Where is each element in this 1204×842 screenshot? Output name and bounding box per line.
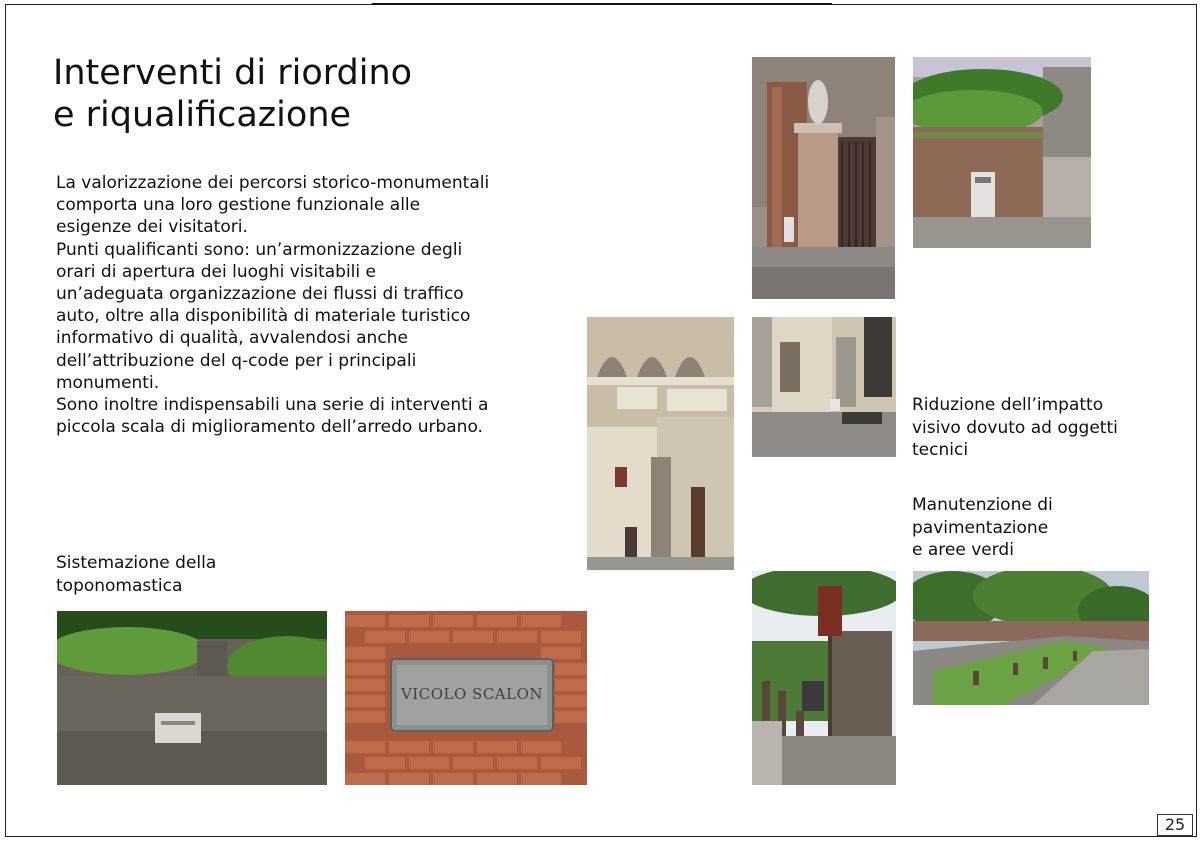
caption-impatto-visivo: Riduzione dell’impatto visivo dovuto ad oggetti tecnici: [912, 395, 1118, 460]
sign-text: VICOLO SCALON: [400, 685, 544, 703]
photo-wall-marker: [913, 57, 1091, 248]
photo-loggia-building: [587, 317, 734, 570]
top-divider: [372, 3, 832, 5]
photo-brick-sign: [345, 611, 587, 785]
photo-street-objects: [752, 317, 896, 457]
photo-cobbled-greens: [913, 571, 1149, 705]
caption-manutenzione: Manutenzione di pavimentazione e aree verdi: [912, 495, 1053, 560]
intro-paragraph: La valorizzazione dei percorsi storico-monumentali comporta una loro gestione funzionale alle esigenze dei visitatori. Punti qualificanti sono: un’armonizzazione degli orari di apertura dei luoghi visitabili e un’adeguata organizzazione dei flussi di traffico auto, oltre alla disponibilità di materiale turistico informativo di qualità, avvalendosi anche dell’attribuzione del q-code per i principali monumenti. Sono inoltre indispensabili una serie di interventi a piccola scala di miglioramento dell’arredo urbano.: [56, 173, 490, 438]
page-number: 25: [1157, 814, 1193, 836]
photo-signpost-path: [752, 571, 896, 785]
photo-gate-statue: [752, 57, 895, 299]
slide-title: Interventi di riordino e riqualificazione: [53, 53, 413, 135]
photo-plaque-wall: [57, 611, 327, 785]
caption-toponomastica: Sistemazione della toponomastica: [56, 553, 217, 596]
